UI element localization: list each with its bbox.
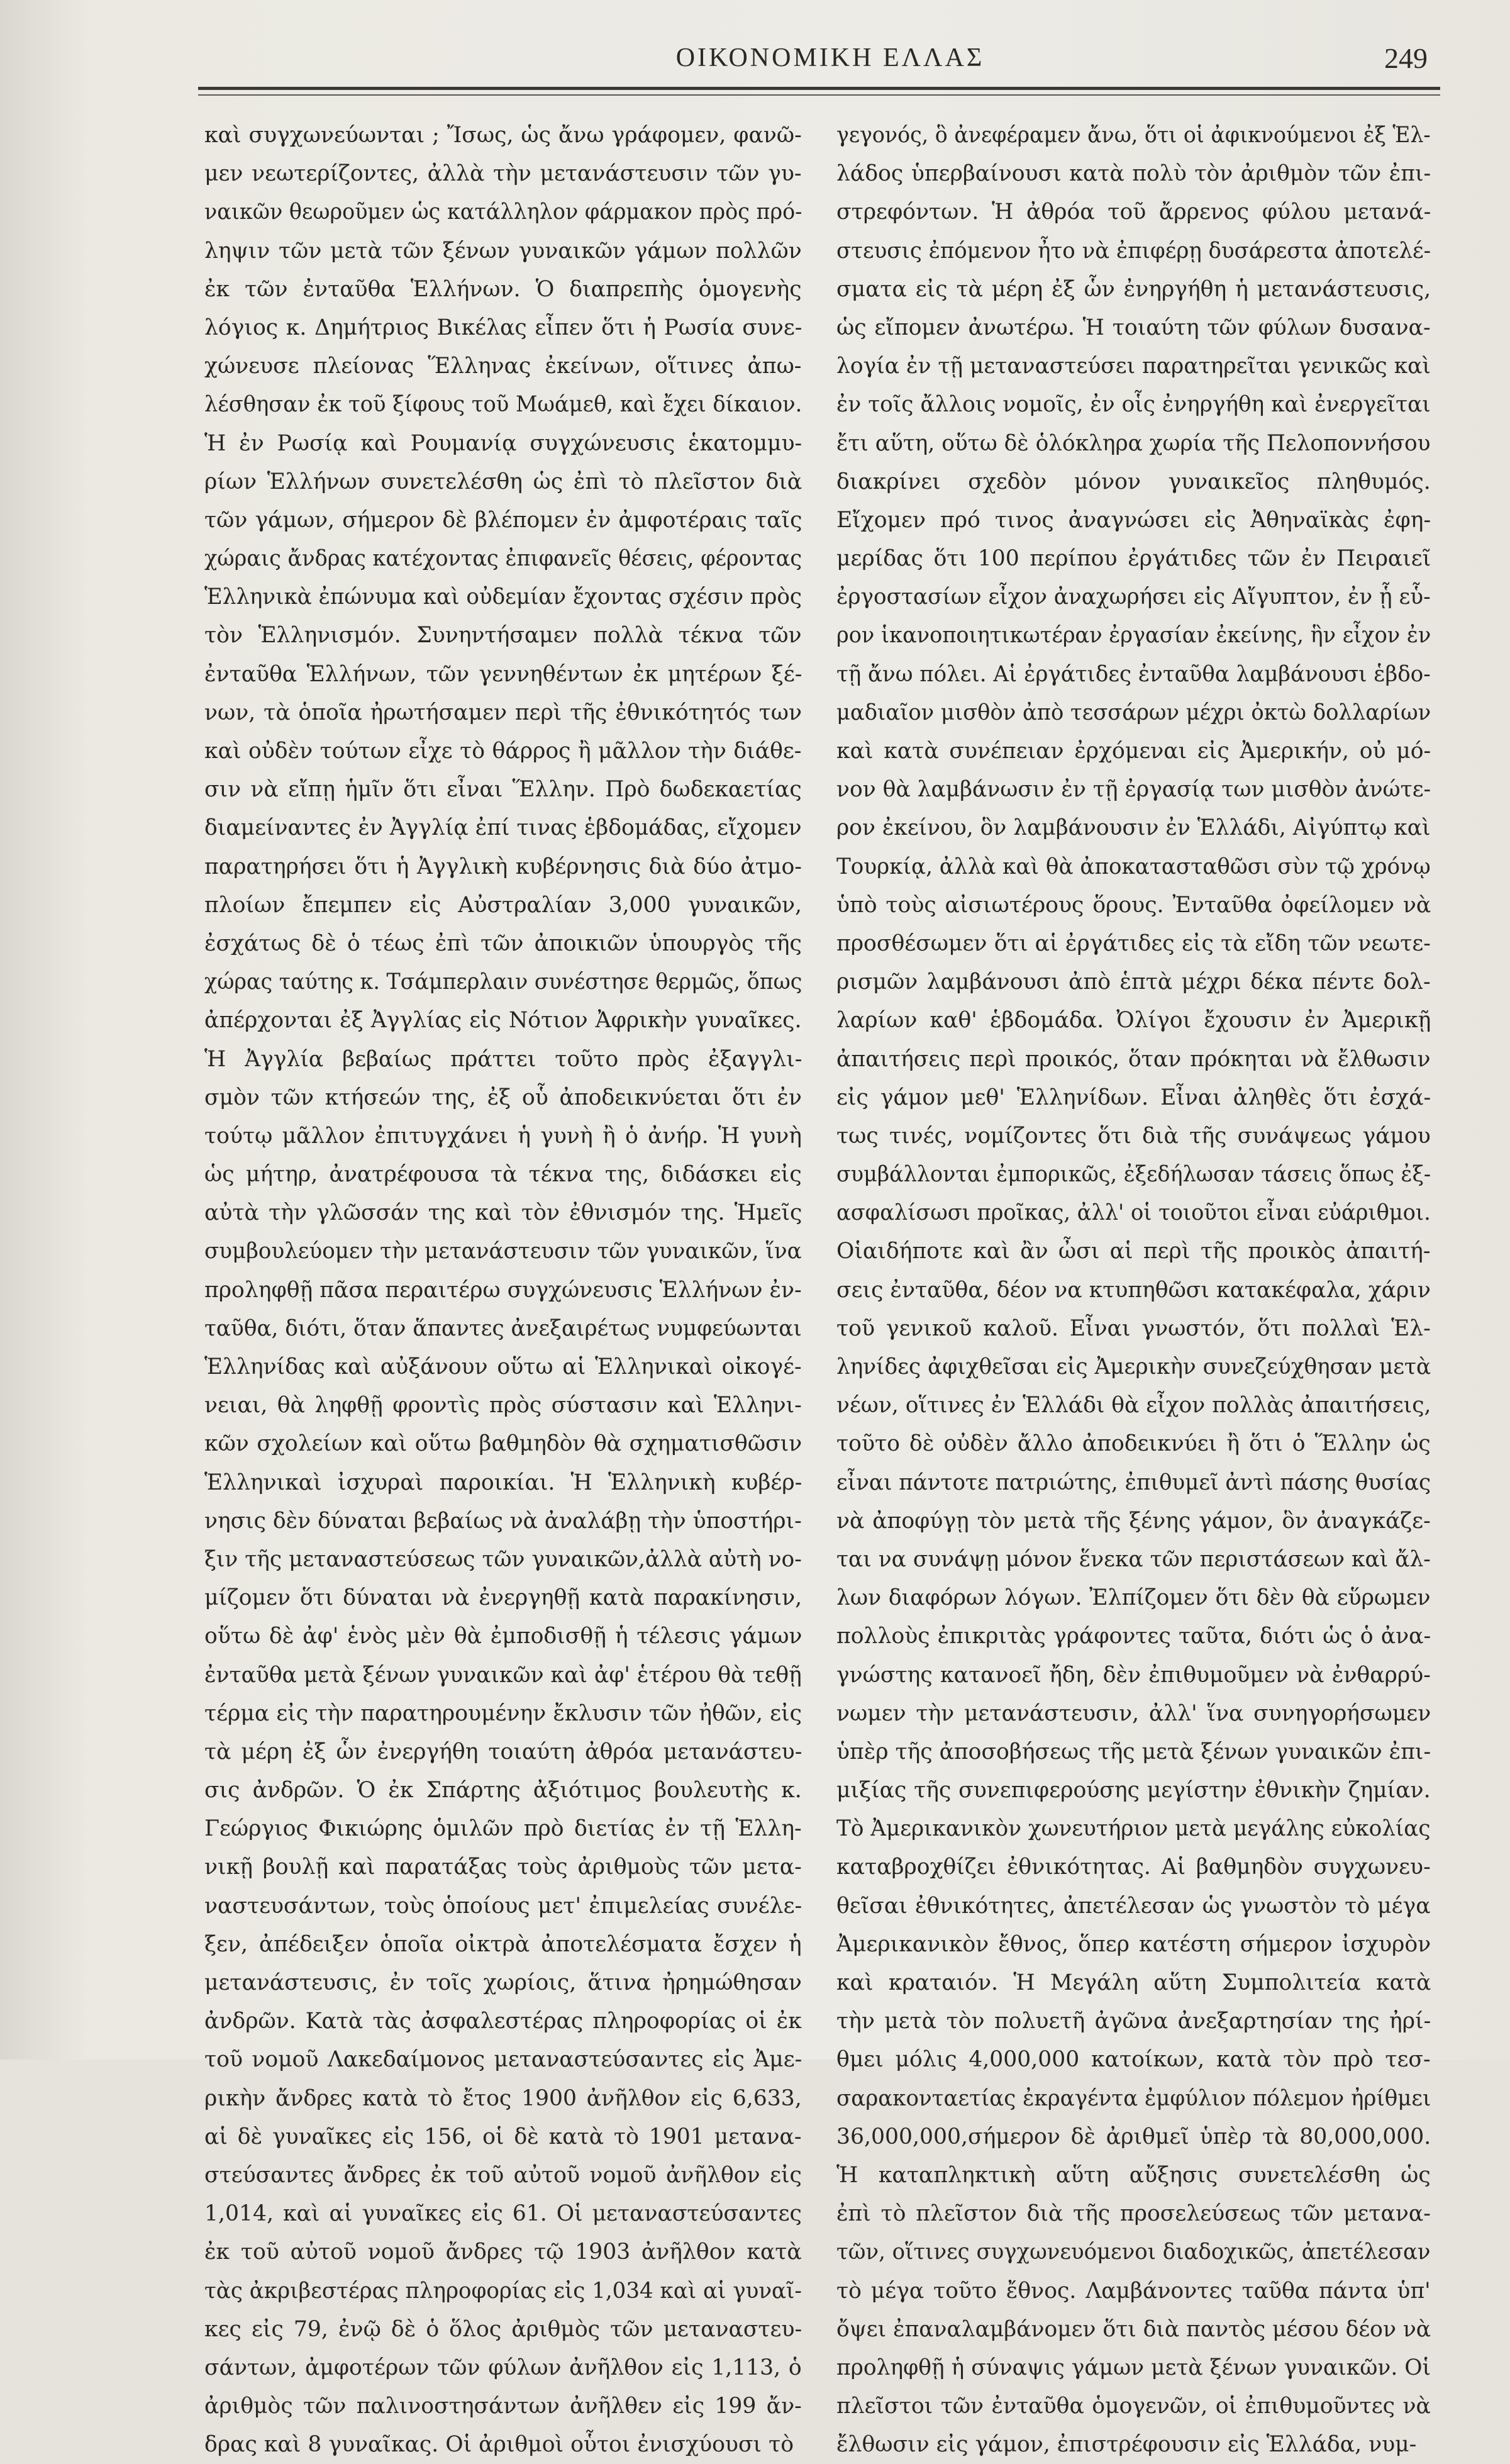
- text-line: ἐσχάτως δὲ ὁ τέως ἐπὶ τῶν ἀποικιῶν ὑπουργὸς τῆς: [204, 930, 802, 956]
- text-line: τοῦτο δὲ οὐδὲν ἄλλο ἀποδεικνύει ἢ ὅτι ὁ Ἕλλην ὡς: [836, 1431, 1431, 1457]
- text-line: συμβάλλονται ἐμπορικῶς, ἐξεδήλωσαν τάσεις ὅπως ἐξ-: [836, 1162, 1431, 1188]
- text-line: προληφθῇ πᾶσα περαιτέρω συγχώνευσις Ἑλλήνων ἐν-: [204, 1277, 802, 1303]
- right-text-column: [836, 116, 1431, 2464]
- text-line: Ἑλληνικὰ ἐπώνυμα καὶ οὐδεμίαν ἔχοντας σχέσιν πρὸς: [204, 584, 802, 610]
- text-line: κες εἰς 79, ἐνῷ δὲ ὁ ὅλος ἀριθμὸς τῶν μεταναστευ-: [204, 2316, 802, 2342]
- text-line: ἀριθμὸς τῶν παλινοστησάντων ἀνῆλθεν εἰς 199 ἄν-: [204, 2394, 802, 2419]
- text-line: λέσθησαν ἐκ τοῦ ξίφους τοῦ Μωάμεθ, καὶ ἔχει δίκαιον.: [204, 392, 802, 418]
- text-line: ἐπὶ τὸ πλεῖστον διὰ τῆς προσελεύσεως τῶν μετανα-: [836, 2201, 1431, 2227]
- text-line: σματα εἰς τὰ μέρη ἐξ ὧν ἐνηργήθη ἡ μετανάστευσις,: [836, 276, 1431, 302]
- text-line: τῶν γάμων, σήμερον δὲ βλέπομεν ἐν ἀμφοτέραις ταῖς: [204, 507, 802, 533]
- text-line: ὑπὲρ τῆς ἀποσοβήσεως τῆς μετὰ ξένων γυναικῶν ἐπι-: [836, 1739, 1431, 1764]
- text-line: ρικὴν ἄνδρες κατὰ τὸ ἔτος 1900 ἀνῆλθον εἰς 6,633,: [204, 2085, 802, 2111]
- text-line: σμὸν τῶν κτήσεών της, ἐξ οὗ ἀποδεικνύεται ὅτι ἐν: [204, 1084, 802, 1110]
- text-line: ὡς μήτηρ, ἀνατρέφουσα τὰ τέκνα της, διδάσκει εἰς: [204, 1162, 802, 1188]
- text-line: Ἑλληνίδας καὶ αὐξάνουν οὕτω αἱ Ἑλληνικαὶ οἰκογέ-: [204, 1354, 802, 1380]
- text-line: Ἡ Ἀγγλία βεβαίως πράττει τοῦτο πρὸς ἐξαγγλι-: [204, 1046, 802, 1072]
- text-line: προληφθῇ ἡ σύναψις γάμων μετὰ ξένων γυναικῶν. Οἱ: [836, 2355, 1431, 2380]
- text-line: ἐν τοῖς ἄλλοις νομοῖς, ἐν οἷς ἐνηργήθη καὶ ἐνεργεῖται: [836, 392, 1431, 418]
- text-line: Ἡ καταπληκτικὴ αὕτη αὔξησις συνετελέσθη ὡς: [836, 2162, 1431, 2188]
- text-line: τούτῳ μᾶλλον ἐπιτυγχάνει ἡ γυνὴ ἢ ὁ ἀνήρ. Ἡ γυνὴ: [204, 1123, 802, 1149]
- text-line: Οἱαιδήποτε καὶ ἂν ὦσι αἱ περὶ τῆς προικὸς ἀπαιτή-: [836, 1239, 1431, 1264]
- text-line: καὶ συγχωνεύωνται ; Ἴσως, ὡς ἄνω γράφομεν, φανῶ-: [204, 123, 802, 148]
- text-line: τοῦ γενικοῦ καλοῦ. Εἶναι γνωστόν, ὅτι πολλαὶ Ἑλ-: [836, 1315, 1431, 1341]
- text-line: σιν νὰ εἴπῃ ἡμῖν ὅτι εἶναι Ἕλλην. Πρὸ δωδεκαετίας: [204, 777, 802, 803]
- text-line: τῇ ἄνω πόλει. Αἱ ἐργάτιδες ἐνταῦθα λαμβάνουσι ἑβδο-: [836, 661, 1431, 687]
- text-line: ληψιν τῶν μετὰ τῶν ξένων γυναικῶν γάμων πολλῶν: [204, 238, 802, 264]
- text-line: Γεώργιος Φικιώρης ὁμιλῶν πρὸ διετίας ἐν τῇ Ἑλλη-: [204, 1816, 802, 1842]
- text-line: ἐργοστασίων εἶχον ἀναχωρήσει εἰς Αἴγυπτον, ἐν ᾗ εὗ-: [836, 584, 1431, 610]
- text-line: ναικῶν θεωροῦμεν ὡς κατάλληλον φάρμακον πρὸς πρό-: [204, 199, 802, 225]
- text-line: συμβουλεύομεν τὴν μετανάστευσιν τῶν γυναικῶν, ἵνα: [204, 1239, 802, 1264]
- text-line: χώραις ἄνδρας κατέχοντας ἐπιφανεῖς θέσεις, φέροντας: [204, 546, 802, 572]
- text-line: θεῖσαι ἐθνικότητες, ἀπετέλεσαν ὡς γνωστὸν τὸ μέγα: [836, 1893, 1431, 1919]
- text-line: Τὸ Ἀμερικανικὸν χωνευτήριον μετὰ μεγάλης εὐκολίας: [836, 1816, 1431, 1842]
- text-line: στρεφόντων. Ἡ ἀθρόα τοῦ ἄρρενος φύλου μετανά-: [836, 199, 1431, 225]
- text-line: γεγονός, ὃ ἀνεφέραμεν ἄνω, ὅτι οἱ ἀφικνούμενοι ἐξ Ἑλ-: [836, 123, 1431, 148]
- text-line: θμει μόλις 4,000,000 κατοίκων, κατὰ τὸν πρὸ τεσ-: [836, 2047, 1431, 2073]
- text-line: ἀπαιτήσεις περὶ προικός, ὅταν πρόκηται νὰ ἔλθωσιν: [836, 1046, 1431, 1072]
- text-line: Ἀμερικανικὸν ἔθνος, ὅπερ κατέστη σήμερον ἰσχυρὸν: [836, 1931, 1431, 1957]
- text-line: τως τινές, νομίζοντες ὅτι διὰ τῆς συνάψεως γάμου: [836, 1123, 1431, 1149]
- text-line: πλεῖστοι τῶν ἐνταῦθα ὁμογενῶν, οἱ ἐπιθυμοῦντες νὰ: [836, 2394, 1431, 2419]
- text-line: ρίων Ἑλλήνων συνετελέσθη ὡς ἐπὶ τὸ πλεῖστον διὰ: [204, 469, 802, 494]
- text-line: εἶναι πάντοτε πατριώτης, ἐπιθυμεῖ ἀντὶ πάσης θυσίας: [836, 1469, 1431, 1495]
- text-line: ὡς εἴπομεν ἀνωτέρω. Ἡ τοιαύτη τῶν φύλων δυσανα-: [836, 315, 1431, 340]
- text-line: 36,000,000,σήμερον δὲ ἀριθμεῖ ὑπὲρ τὰ 80,000,000.: [836, 2124, 1431, 2149]
- text-line: νων, τὰ ὁποῖα ἠρωτήσαμεν περὶ τῆς ἐθνικότητός των: [204, 700, 802, 725]
- text-line: τοῦ νομοῦ Λακεδαίμονος μεταναστεύσαντες εἰς Ἀμε-: [204, 2047, 802, 2073]
- text-line: σις ἀνδρῶν. Ὁ ἐκ Σπάρτης ἀξιότιμος βουλευτὴς κ.: [204, 1778, 802, 1803]
- text-line: ρισμῶν λαμβάνουσι ἀπὸ ἑπτὰ μέχρι δέκα πέντε δολ-: [836, 969, 1431, 995]
- text-line: λάδος ὑπερβαίνουσι κατὰ πολὺ τὸν ἀριθμὸν τῶν ἐπι-: [836, 161, 1431, 187]
- text-line: ληνίδες ἀφιχθεῖσαι εἰς Ἀμερικὴν συνεζεύχθησαν μετὰ: [836, 1354, 1431, 1380]
- text-line: νὰ ἀποφύγῃ τὸν μετὰ τῆς ξένης γάμον, ὃν ἀναγκάζε-: [836, 1508, 1431, 1534]
- text-line: ἐνταῦθα μετὰ ξένων γυναικῶν καὶ ἀφ' ἑτέρου θὰ τεθῇ: [204, 1662, 802, 1688]
- text-line: εἰς γάμον μεθ' Ἑλληνίδων. Εἶναι ἀληθὲς ὅτι ἐσχά-: [836, 1084, 1431, 1110]
- text-line: ρον ἐκείνου, ὃν λαμβάνουσιν ἐν Ἑλλάδι, Αἰγύπτῳ καὶ: [836, 815, 1431, 841]
- text-line: σεις ἐνταῦθα, δέον να κτυπηθῶσι κατακέφαλα, χάριν: [836, 1277, 1431, 1303]
- text-line: ασφαλίσωσι προῖκας, ἀλλ' οἱ τοιοῦτοι εἶναι εὐάριθμοι.: [836, 1200, 1431, 1226]
- text-line: τὰ μέρη ἐξ ὧν ἐνεργήθη τοιαύτη ἀθρόα μετανάστευ-: [204, 1739, 802, 1764]
- text-line: νωμεν τὴν μετανάστευσιν, ἀλλ' ἵνα συνηγορήσωμεν: [836, 1700, 1431, 1726]
- text-line: καὶ κραταιόν. Ἡ Μεγάλη αὕτη Συμπολιτεία κατὰ: [836, 1970, 1431, 1995]
- page-number: 249: [1384, 42, 1428, 74]
- text-line: ἔτι αὕτη, οὕτω δὲ ὁλόκληρα χωρία τῆς Πελοποννήσου: [836, 430, 1431, 456]
- text-line: προσθέσωμεν ὅτι αἱ ἐργάτιδες εἰς τὰ εἴδη τῶν νεωτε-: [836, 930, 1431, 956]
- text-line: ξεν, ἀπέδειξεν ὁποῖα οἰκτρὰ ἀποτελέσματα ἔσχεν ἡ: [204, 1931, 802, 1957]
- text-line: στευσις ἐπόμενον ἦτο νὰ ἐπιφέρῃ δυσάρεστα ἀποτελέ-: [836, 238, 1431, 264]
- text-line: νικῇ βουλῇ καὶ παρατάξας τοὺς ἀριθμοὺς τῶν μετα-: [204, 1854, 802, 1880]
- text-line: γνώστης κατανοεῖ ἤδη, δὲν ἐπιθυμοῦμεν νὰ ἐνθαρρύ-: [836, 1662, 1431, 1688]
- text-line: καὶ κατὰ συνέπειαν ἐρχόμεναι εἰς Ἀμερικήν, οὐ μό-: [836, 739, 1431, 764]
- text-line: πολλοὺς ἐπικριτὰς γράφοντες ταῦτα, διότι ὡς ὁ ἀνα-: [836, 1624, 1431, 1649]
- text-line: τὰς ἀκριβεστέρας πληροφορίας εἰς 1,034 καὶ αἱ γυναῖ-: [204, 2278, 802, 2304]
- text-line: πλοίων ἔπεμπεν εἰς Αὐστραλίαν 3,000 γυναικῶν,: [204, 892, 802, 918]
- text-line: ρον ἱκανοποιητικωτέραν ἐργασίαν ἐκείνης, ἣν εἶχον ἐν: [836, 623, 1431, 649]
- text-line: νον θὰ λαμβάνωσιν ἐν τῇ ἐργασίᾳ των μισθὸν ἀνώτε-: [836, 777, 1431, 803]
- text-line: παρατηρήσει ὅτι ἡ Ἀγγλικὴ κυβέρνησις διὰ δύο ἀτμο-: [204, 854, 802, 879]
- text-line: αὐτὰ τὴν γλῶσσάν της καὶ τὸν ἐθνισμόν της. Ἡμεῖς: [204, 1200, 802, 1226]
- header-rule-thin: [198, 94, 1440, 96]
- text-line: ἀνδρῶν. Κατὰ τὰς ἀσφαλεστέρας πληροφορίας οἱ ἐκ: [204, 2009, 802, 2034]
- text-line: στεύσαντες ἄνδρες ἐκ τοῦ αὐτοῦ νομοῦ ἀνῆλθον εἰς: [204, 2162, 802, 2188]
- text-line: δρας καὶ 8 γυναῖκας. Οἱ ἀριθμοὶ οὗτοι ἐνισχύουσι τὸ: [204, 2432, 794, 2458]
- text-line: νειαι, θὰ ληφθῇ φροντὶς πρὸς σύστασιν καὶ Ἑλληνι-: [204, 1393, 802, 1419]
- text-line: μετανάστευσις, ἐν τοῖς χωρίοις, ἅτινα ἠρημώθησαν: [204, 1970, 802, 1995]
- left-text-column: [204, 116, 802, 2464]
- text-line: τὸν Ἑλληνισμόν. Συνηντήσαμεν πολλὰ τέκνα τῶν: [204, 623, 802, 649]
- text-line: καταβροχθίζει ἐθνικότητας. Αἱ βαθμηδὸν συγχωνευ-: [836, 1854, 1431, 1880]
- text-line: μεν νεωτερίζοντες, ἀλλὰ τὴν μετανάστευσιν τῶν γυ-: [204, 161, 802, 187]
- text-line: τέρμα εἰς τὴν παρατηρουμένην ἔκλυσιν τῶν ἠθῶν, εἰς: [204, 1700, 802, 1726]
- text-line: τὸ μέγα τοῦτο ἔθνος. Λαμβάνοντες ταῦθα πάντα ὑπ': [836, 2278, 1431, 2304]
- text-line: λων διαφόρων λόγων. Ἐλπίζομεν ὅτι δὲν θὰ εὕρωμεν: [836, 1585, 1431, 1611]
- text-line: ξιν τῆς μεταναστεύσεως τῶν γυναικῶν,ἀλλὰ αὐτὴ νο-: [204, 1546, 802, 1572]
- header-rule-thick: [198, 87, 1440, 90]
- text-line: κῶν σχολείων καὶ οὕτω βαθμηδὸν θὰ σχηματισθῶσιν: [204, 1431, 802, 1457]
- text-line: μαδιαῖον μισθὸν ἀπὸ τεσσάρων μέχρι ὀκτὼ δολλαρίων: [836, 700, 1431, 725]
- text-line: ὄψει ἐπαναλαμβάνομεν ὅτι διὰ παντὸς μέσου δέον νὰ: [836, 2316, 1431, 2342]
- text-line: αἱ δὲ γυναῖκες εἰς 156, οἱ δὲ κατὰ τὸ 1901 μετανα-: [204, 2124, 802, 2149]
- text-line: ἐκ τοῦ αὐτοῦ νομοῦ ἄνδρες τῷ 1903 ἀνῆλθον κατὰ: [204, 2239, 802, 2265]
- text-line: οὕτω δὲ ἀφ' ἑνὸς μὲν θὰ ἐμποδισθῇ ἡ τέλεσις γάμων: [204, 1624, 802, 1649]
- text-line: ἐκ τῶν ἐνταῦθα Ἑλλήνων. Ὁ διαπρεπὴς ὁμογενὴς: [204, 276, 802, 302]
- text-line: σαρακονταετίας ἐκραγέντα ἐμφύλιον πόλεμον ἠρίθμει: [836, 2085, 1431, 2111]
- text-line: ἐνταῦθα Ἑλλήνων, τῶν γεννηθέντων ἐκ μητέρων ξέ-: [204, 661, 802, 687]
- text-line: χώρας ταύτης κ. Τσάμπερλαιν συνέστησε θερμῶς, ὅπως: [204, 969, 802, 995]
- text-line: 1,014, καὶ αἱ γυναῖκες εἰς 61. Οἱ μεταναστεύσαντες: [204, 2201, 802, 2227]
- text-line: ἔλθωσιν εἰς γάμον, ἐπιστρέφουσιν εἰς Ἑλλάδα, νυμ-: [836, 2432, 1417, 2458]
- text-line: τῶν, οἵτινες συγχωνευόμενοι διαδοχικῶς, ἀπετέλεσαν: [836, 2239, 1431, 2265]
- text-line: σάντων, ἀμφοτέρων τῶν φύλων ἀνῆλθον εἰς 1,113, ὁ: [204, 2355, 802, 2380]
- text-line: λογία ἐν τῇ μεταναστεύσει παρατηρεῖται γενικῶς καὶ: [836, 354, 1431, 379]
- text-line: ὑπὸ τοὺς αἰσιωτέρους ὅρους. Ἐνταῦθα ὀφείλομεν νὰ: [836, 892, 1431, 918]
- text-line: χώνευσε πλείονας Ἕλληνας ἐκείνων, οἵτινες ἀπω-: [204, 354, 802, 379]
- text-line: τὴν μετὰ τὸν πολυετῆ ἀγῶνα ἀνεξαρτησίαν της ἠρί-: [836, 2009, 1431, 2034]
- text-line: ἀπέρχονται ἐξ Ἀγγλίας εἰς Νότιον Ἀφρικὴν γυναῖκες.: [204, 1008, 802, 1034]
- text-line: καὶ οὐδὲν τούτων εἶχε τὸ θάρρος ἢ μᾶλλον τὴν διάθε-: [204, 739, 802, 764]
- running-header-title: ΟΙΚΟΝΟΜΙΚΗ ΕΛΛΑΣ: [675, 43, 985, 72]
- text-line: διαμείναντες ἐν Ἀγγλίᾳ ἐπί τινας ἑβδομάδας, εἴχομεν: [204, 815, 802, 841]
- text-line: ταῦθα, διότι, ὅταν ἅπαντες ἀνεξαιρέτως νυμφεύωνται: [204, 1315, 802, 1341]
- text-line: ται να συνάψῃ μόνον ἕνεκα τῶν περιστάσεων καὶ ἄλ-: [836, 1546, 1431, 1572]
- text-line: μερίδας ὅτι 100 περίπου ἐργάτιδες τῶν ἐν Πειραιεῖ: [836, 546, 1431, 572]
- text-line: Ἡ ἐν Ρωσίᾳ καὶ Ρουμανίᾳ συγχώνευσις ἑκατομμυ-: [204, 430, 802, 456]
- text-line: Ἑλληνικαὶ ἰσχυραὶ παροικίαι. Ἡ Ἑλληνικὴ κυβέρ-: [204, 1469, 802, 1495]
- text-line: νέων, οἵτινες ἐν Ἑλλάδι θὰ εἶχον πολλὰς ἀπαιτήσεις,: [836, 1393, 1431, 1419]
- text-line: λόγιος κ. Δημήτριος Βικέλας εἶπεν ὅτι ἡ Ρωσία συνε-: [204, 315, 802, 340]
- text-line: διακρίνει σχεδὸν μόνον γυναικεῖος πληθυμός.: [836, 469, 1431, 494]
- text-line: μίζομεν ὅτι δύναται νὰ ἐνεργηθῇ κατὰ παρακίνησιν,: [204, 1585, 802, 1611]
- text-line: Εἴχομεν πρό τινος ἀναγνώσει εἰς Ἀθηναϊκὰς ἐφη-: [836, 507, 1431, 533]
- text-line: μιξίας τῆς συνεπιφερούσης μεγίστην ἐθνικὴν ζημίαν.: [836, 1778, 1431, 1803]
- text-line: ναστευσάντων, τοὺς ὁποίους μετ' ἐπιμελείας συνέλε-: [204, 1893, 802, 1919]
- text-line: Τουρκίᾳ, ἀλλὰ καὶ θὰ ἀποκατασταθῶσι σὺν τῷ χρόνῳ: [836, 854, 1431, 879]
- text-line: λαρίων καθ' ἑβδομάδα. Ὀλίγοι ἔχουσιν ἐν Ἀμερικῇ: [836, 1008, 1431, 1034]
- text-line: νησις δὲν δύναται βεβαίως νὰ ἀναλάβῃ τὴν ὑποστήρι-: [204, 1508, 802, 1534]
